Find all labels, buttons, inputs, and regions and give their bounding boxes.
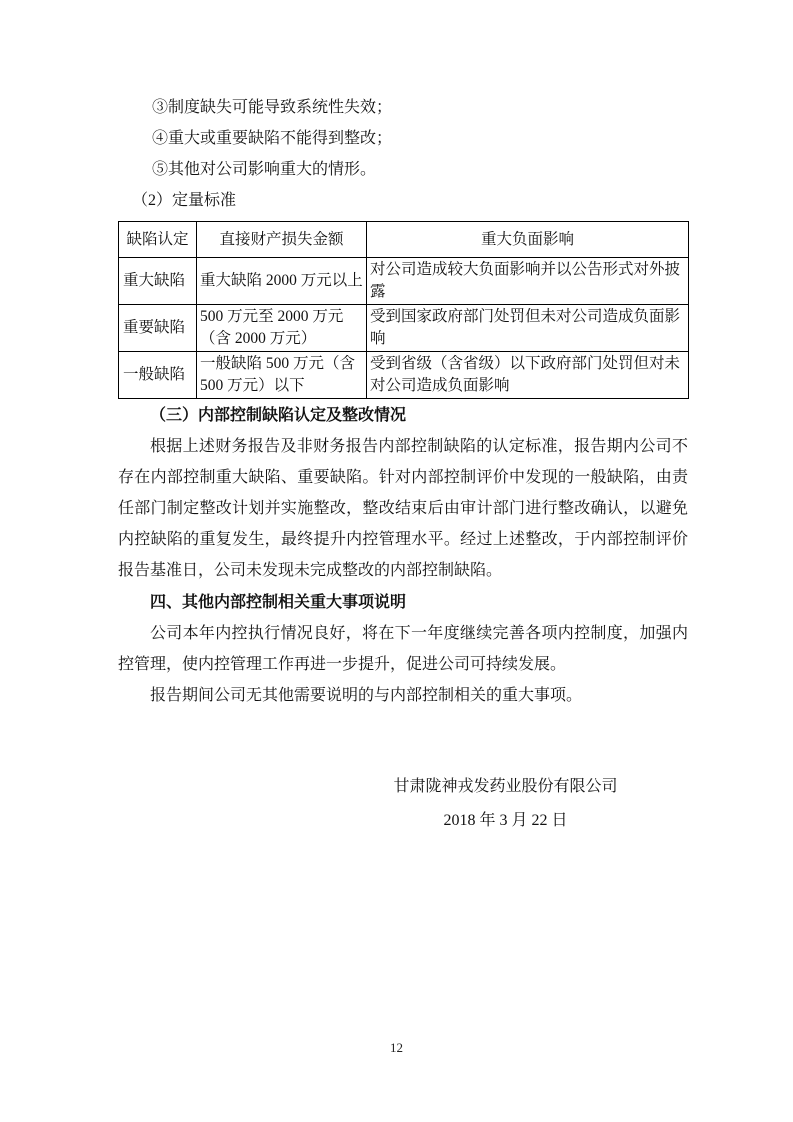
- list-item-3: ③制度缺失可能导致系统性失效；: [152, 99, 393, 116]
- cell-loss-amount: 一般缺陷 500 万元（含 500 万元）以下: [197, 352, 367, 399]
- section-3-heading: （三）内部控制缺陷认定及整改情况: [150, 407, 407, 424]
- section-3-paragraph: 根据上述财务报告及非财务报告内部控制缺陷的认定标准，报告期内公司不存在内部控制重大缺陷、重要缺陷。针对内部控制评价中发现的一般缺陷，由责任部门制定整改计划并实施整改，整改结束后由审计部门进行整改确认，以避免内控缺陷的重复发生，最终提升内控管理水平。经过上述整改，于内部控制评价报告基准日，公司未发现未完成整改的内部控制缺陷。: [118, 438, 688, 579]
- signature-date: 2018 年 3 月 22 日: [443, 812, 568, 829]
- page-number: 12: [390, 1040, 403, 1055]
- cell-impact: 受到省级（含省级）以下政府部门处罚但对未对公司造成负面影响: [367, 352, 689, 399]
- section-4-paragraph-1: 公司本年内控执行情况良好，将在下一年度继续完善各项内控制度，加强内控管理，使内控管理工作再进一步提升，促进公司可持续发展。: [118, 625, 688, 673]
- list-item-5: ⑤其他对公司影响重大的情形。: [152, 161, 377, 178]
- defect-standard-table: [118, 221, 689, 399]
- column-header-negative-impact: 重大负面影响: [367, 222, 689, 258]
- column-header-defect-type: 缺陷认定: [119, 222, 197, 258]
- table-row-general-defect: [119, 352, 689, 399]
- signature-company: 甘肃陇神戎发药业股份有限公司: [393, 778, 618, 795]
- cell-defect-type: 重大缺陷: [119, 258, 197, 305]
- section-4-heading: 四、其他内部控制相关重大事项说明: [150, 594, 407, 611]
- cell-defect-type: 重要缺陷: [119, 305, 197, 352]
- cell-defect-type: 一般缺陷: [119, 352, 197, 399]
- signature-block: [118, 771, 688, 836]
- cell-loss-amount: 重大缺陷 2000 万元以上: [197, 258, 367, 305]
- table-row-major-defect: [119, 258, 689, 305]
- cell-impact: 对公司造成较大负面影响并以公告形式对外披露: [367, 258, 689, 305]
- table-row-important-defect: [119, 305, 689, 352]
- column-header-direct-loss: 直接财产损失金额: [197, 222, 367, 258]
- list-item-4: ④重大或重要缺陷不能得到整改；: [152, 130, 393, 147]
- document-content: [118, 92, 688, 836]
- cell-loss-amount: 500 万元至 2000 万元（含 2000 万元）: [197, 305, 367, 352]
- table-header-row: [119, 222, 689, 258]
- section-4-paragraph-2: 报告期间公司无其他需要说明的与内部控制相关的重大事项。: [150, 687, 583, 704]
- cell-impact: 受到国家政府部门处罚但未对公司造成负面影响: [367, 305, 689, 352]
- quantitative-standard-label: （2）定量标准: [132, 192, 237, 209]
